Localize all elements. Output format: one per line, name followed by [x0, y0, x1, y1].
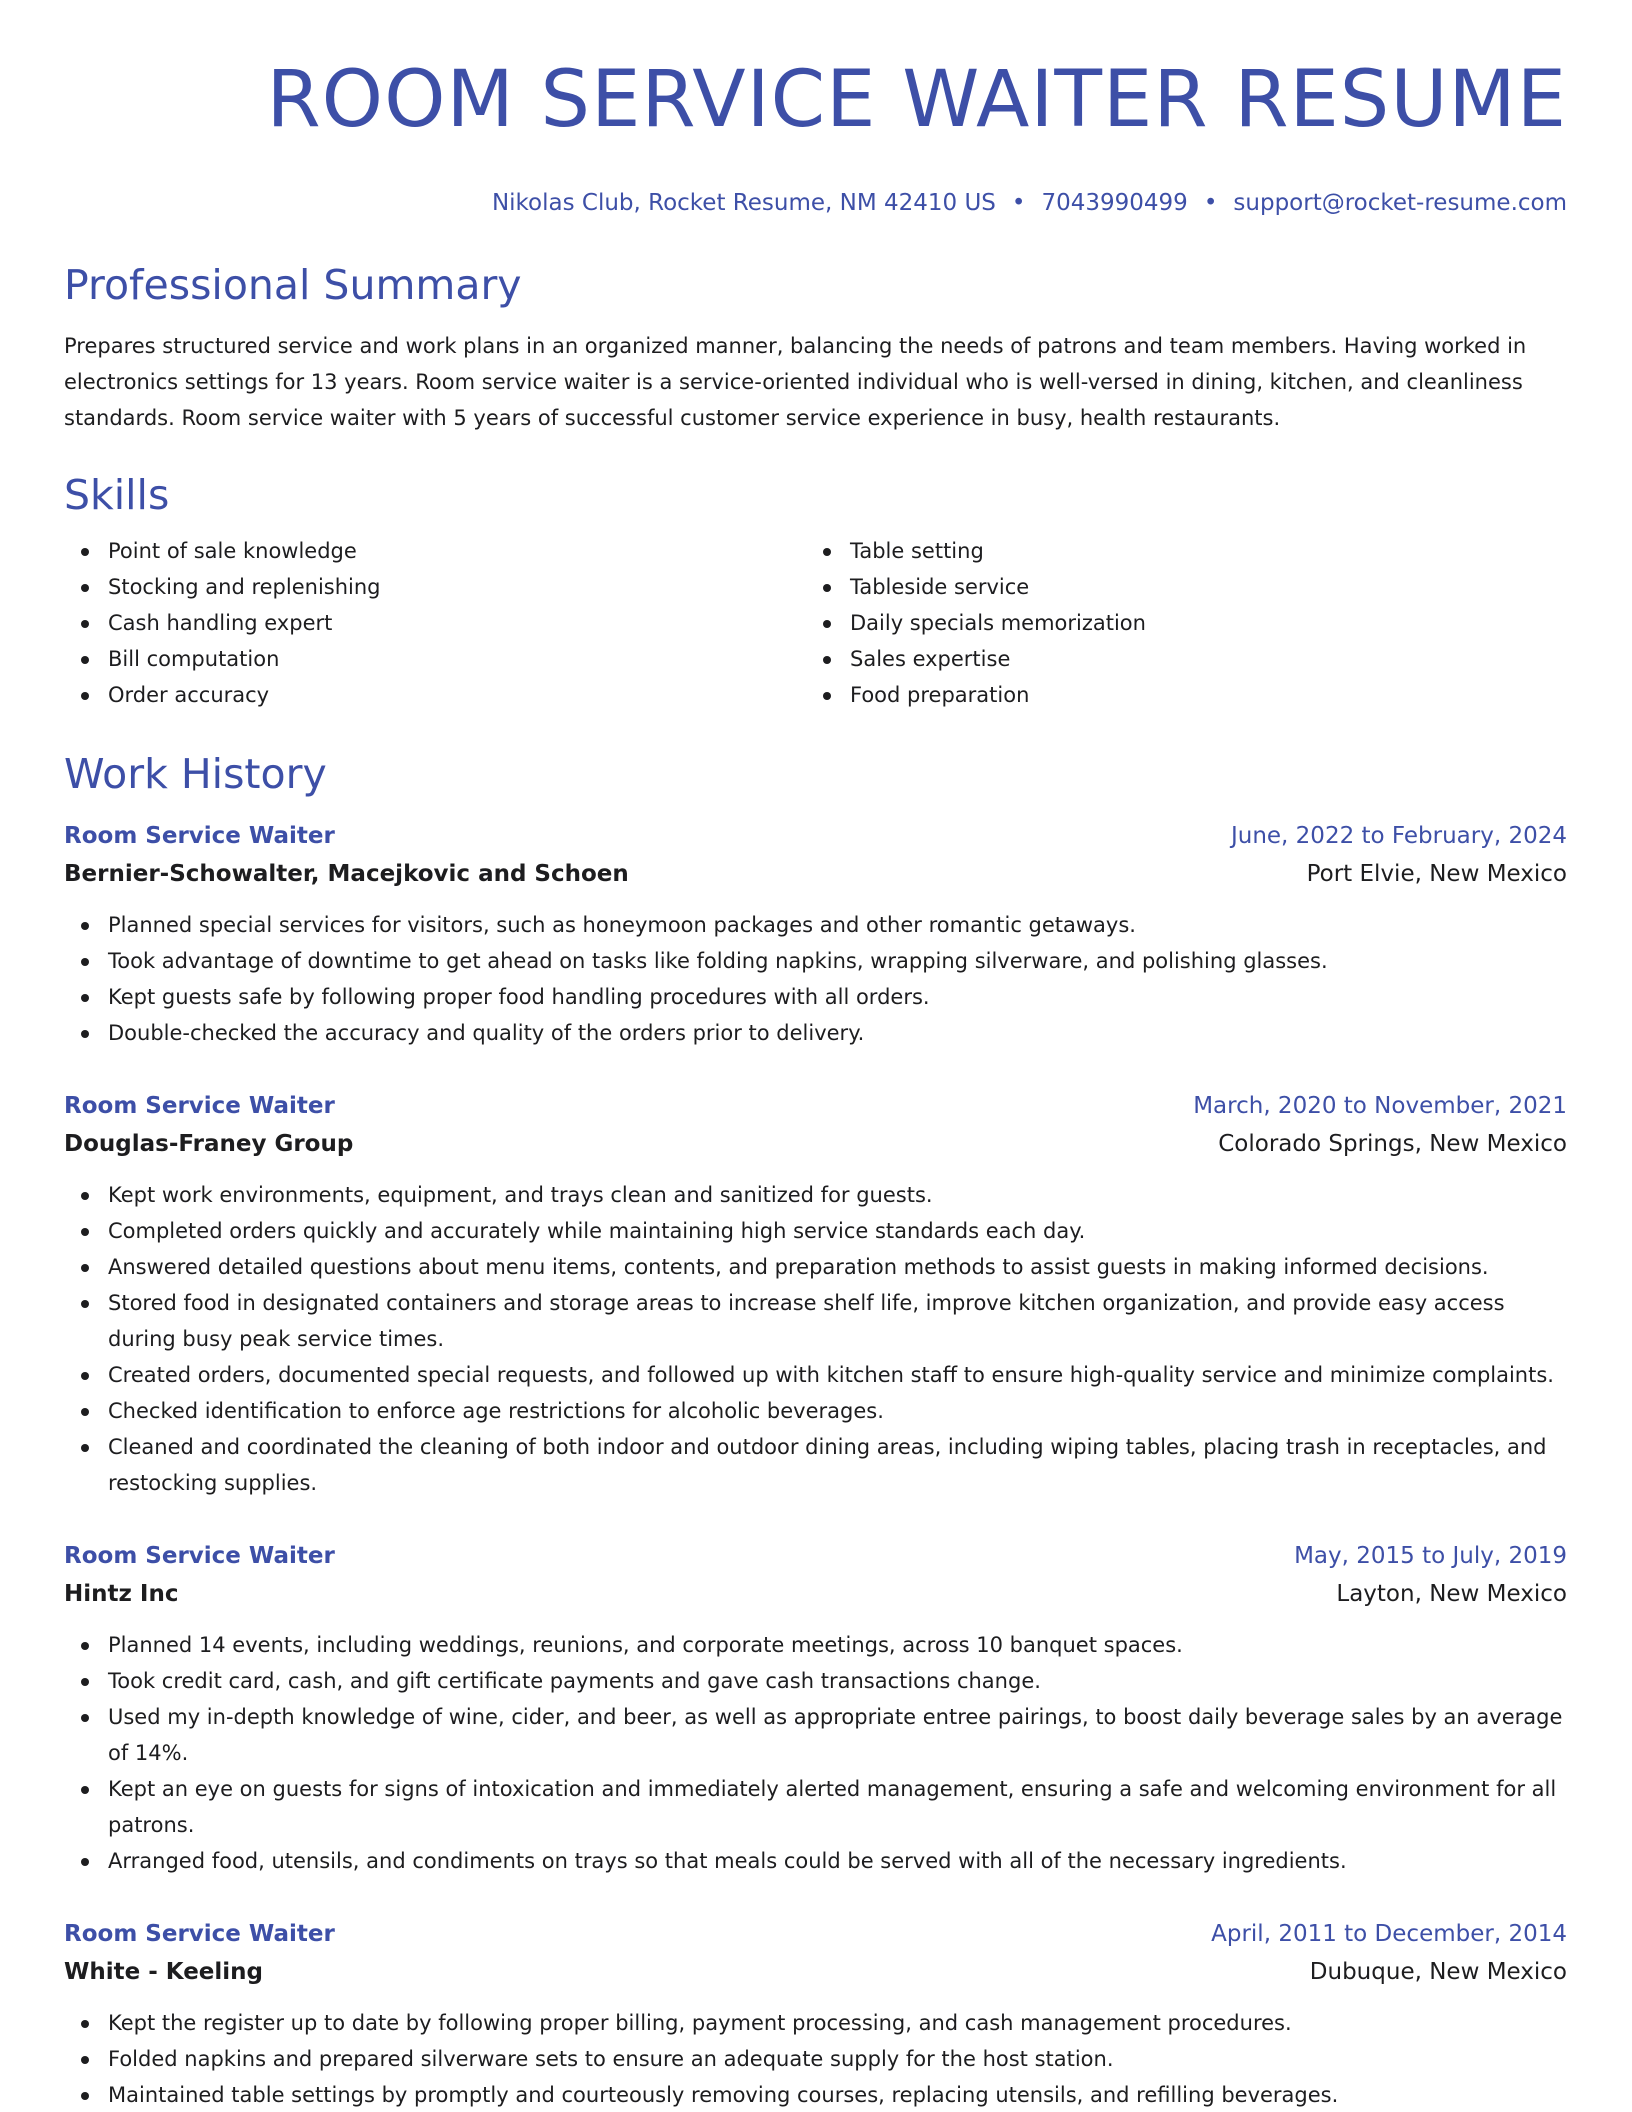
skill-item: Sales expertise: [806, 641, 1146, 677]
job-header-row: [64, 1087, 1567, 1125]
contact-email[interactable]: support@rocket-resume.com: [1233, 190, 1567, 216]
job-dates: March, 2020 to November, 2021: [1193, 1093, 1567, 1119]
resume-title: ROOM SERVICE WAITER RESUME: [266, 55, 1567, 145]
job-header-row: [64, 1915, 1567, 1953]
skills-heading: Skills: [64, 471, 170, 519]
skill-item: Stocking and replenishing: [64, 569, 806, 605]
job-bullet: Arranged food, utensils, and condiments on trays so that meals could be served with all of the necessary ingredients.: [64, 1843, 1567, 1879]
skill-item: Daily specials memorization: [806, 605, 1146, 641]
job-company: White - Keeling: [64, 1959, 264, 1985]
job-location: Dubuque, New Mexico: [1309, 1959, 1567, 1985]
skill-item: Point of sale knowledge: [64, 533, 806, 569]
job-location: Colorado Springs, New Mexico: [1218, 1131, 1567, 1157]
job-company: Douglas-Franey Group: [64, 1131, 354, 1157]
skill-item: Cash handling expert: [64, 605, 806, 641]
job-title: Room Service Waiter: [64, 1543, 335, 1569]
job-location: Layton, New Mexico: [1336, 1581, 1567, 1607]
job-bullet: Kept work environments, equipment, and trays clean and sanitized for guests.: [64, 1177, 1567, 1213]
skills-column-1: [64, 533, 806, 713]
contact-separator: •: [1011, 190, 1026, 216]
job-bullet: Kept guests safe by following proper food handling procedures with all orders.: [64, 979, 1567, 1015]
job-entry: [64, 1087, 1567, 1501]
job-bullet: Planned special services for visitors, such as honeymoon packages and other romantic getaways.: [64, 907, 1567, 943]
job-bullet: Created orders, documented special requests, and followed up with kitchen staff to ensure high-quality service and minimize complaints.: [64, 1357, 1567, 1393]
contact-phone: 7043990499: [1041, 190, 1188, 216]
job-dates: May, 2015 to July, 2019: [1294, 1543, 1567, 1569]
job-company: Hintz Inc: [64, 1581, 179, 1607]
job-bullet: Answered detailed questions about menu items, contents, and preparation methods to assist guests in making informed decisions.: [64, 1249, 1567, 1285]
contact-address: Nikolas Club, Rocket Resume, NM 42410 US: [491, 190, 996, 216]
skills-list: [64, 533, 1567, 713]
skill-item: Order accuracy: [64, 677, 806, 713]
job-location: Port Elvie, New Mexico: [1306, 861, 1567, 887]
job-header-row: [64, 817, 1567, 855]
job-header-row: [64, 1537, 1567, 1575]
job-bullet: Checked identification to enforce age restrictions for alcoholic beverages.: [64, 1393, 1567, 1429]
job-bullet: Took credit card, cash, and gift certificate payments and gave cash transactions change.: [64, 1663, 1567, 1699]
job-title: Room Service Waiter: [64, 1921, 335, 1947]
job-entry: [64, 817, 1567, 1051]
job-dates: April, 2011 to December, 2014: [1211, 1921, 1567, 1947]
job-company-row: [64, 1953, 1567, 1991]
summary-heading: Professional Summary: [64, 261, 522, 309]
skill-item: Food preparation: [806, 677, 1146, 713]
skill-item: Tableside service: [806, 569, 1146, 605]
job-bullet: Kept an eye on guests for signs of intoxication and immediately alerted management, ensuring a safe and welcoming environment for all patrons.: [64, 1771, 1567, 1843]
job-bullet: Completed orders quickly and accurately while maintaining high service standards each day.: [64, 1213, 1567, 1249]
contact-line: [64, 188, 1567, 218]
job-bullets: [64, 1627, 1567, 1879]
job-bullet: Kept the register up to date by following proper billing, payment processing, and cash management procedures.: [64, 2005, 1567, 2041]
job-bullet: Double-checked the accuracy and quality of the orders prior to delivery.: [64, 1015, 1567, 1051]
job-entry: [64, 1537, 1567, 1879]
job-bullet: Cleaned and coordinated the cleaning of both indoor and outdoor dining areas, including wiping tables, placing trash in receptacles, and restocking supplies.: [64, 1429, 1567, 1501]
job-title: Room Service Waiter: [64, 823, 335, 849]
job-bullet: Stored food in designated containers and storage areas to increase shelf life, improve kitchen organization, and provide easy access during busy peak service times.: [64, 1285, 1567, 1357]
job-company-row: [64, 1125, 1567, 1163]
job-dates: June, 2022 to February, 2024: [1230, 823, 1567, 849]
job-bullets: [64, 1177, 1567, 1501]
work-history-heading: Work History: [64, 750, 327, 798]
skill-item: Table setting: [806, 533, 1146, 569]
job-bullet: Took advantage of downtime to get ahead on tasks like folding napkins, wrapping silverware, and polishing glasses.: [64, 943, 1567, 979]
job-bullet: Used my in-depth knowledge of wine, cider, and beer, as well as appropriate entree pairings, to boost daily beverage sales by an average of 14%.: [64, 1699, 1567, 1771]
skill-item: Bill computation: [64, 641, 806, 677]
job-company: Bernier-Schowalter, Macejkovic and Schoen: [64, 861, 629, 887]
summary-text: Prepares structured service and work plans in an organized manner, balancing the needs of patrons and team members. Having worked in electronics settings for 13 years. Room service waiter is a service-oriented individual who is well-versed in dining, kitchen, and cleanliness standards. Room service waiter with 5 years of successful customer service experience in busy, health restaurants.: [64, 334, 1527, 430]
job-entry: [64, 1915, 1567, 2112]
job-company-row: [64, 1575, 1567, 1613]
contact-separator: •: [1203, 190, 1218, 216]
job-bullet: Maintained table settings by promptly and courteously removing courses, replacing utensils, and refilling beverages.: [64, 2077, 1567, 2112]
skills-column-2: [806, 533, 1146, 713]
job-bullet: Planned 14 events, including weddings, reunions, and corporate meetings, across 10 banquet spaces.: [64, 1627, 1567, 1663]
job-company-row: [64, 855, 1567, 893]
job-bullet: Folded napkins and prepared silverware sets to ensure an adequate supply for the host station.: [64, 2041, 1567, 2077]
job-bullets: [64, 2005, 1567, 2112]
job-title: Room Service Waiter: [64, 1093, 335, 1119]
job-bullets: [64, 907, 1567, 1051]
